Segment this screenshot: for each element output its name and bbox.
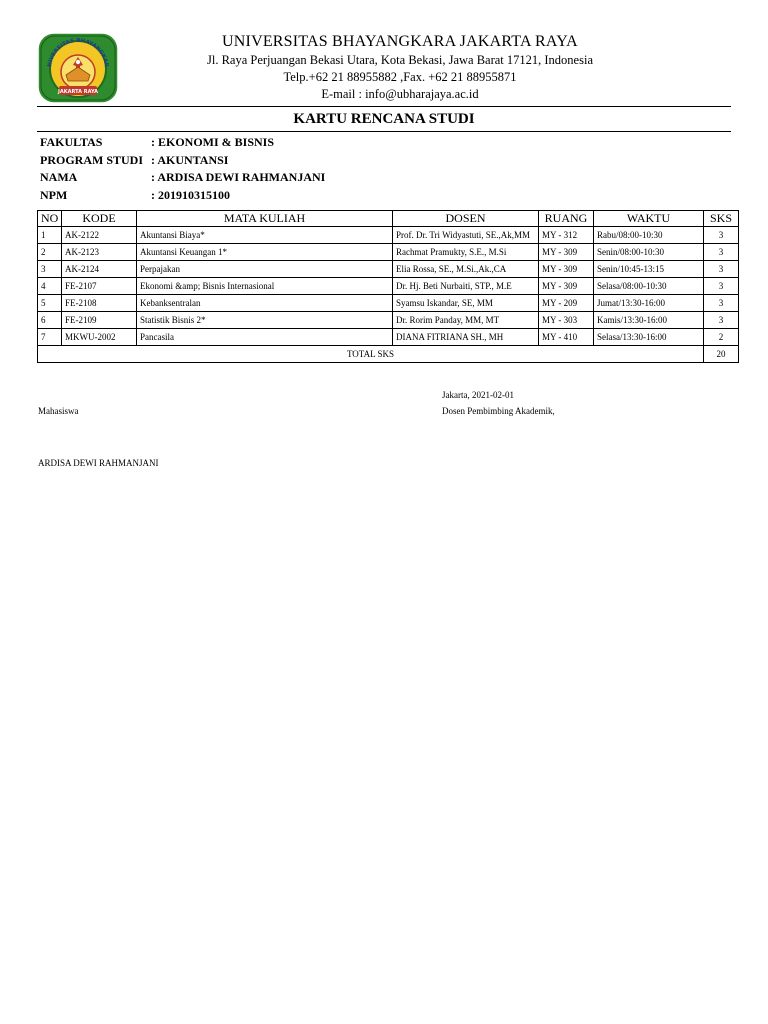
cell-mata-kuliah: Ekonomi &amp; Bisnis Internasional <box>137 278 393 295</box>
cell-mata-kuliah: Pancasila <box>137 329 393 346</box>
cell-ruang: MY - 209 <box>539 295 594 312</box>
cell-kode: AK-2123 <box>62 244 137 261</box>
cell-waktu: Selasa/13:30-16:00 <box>594 329 704 346</box>
cell-no: 1 <box>38 227 62 244</box>
table-row <box>38 278 739 295</box>
cell-waktu: Selasa/08:00-10:30 <box>594 278 704 295</box>
cell-kode: AK-2124 <box>62 261 137 278</box>
cell-dosen: Prof. Dr. Tri Widyastuti, SE.,Ak,MM <box>393 227 539 244</box>
student-label: Mahasiswa <box>38 406 79 416</box>
info-label: PROGRAM STUDI <box>40 153 144 167</box>
info-value: : ARDISA DEWI RAHMANJANI <box>151 170 326 184</box>
cell-waktu: Senin/10:45-13:15 <box>594 261 704 278</box>
cell-no: 5 <box>38 295 62 312</box>
cell-sks: 3 <box>704 295 739 312</box>
table-header-row <box>38 211 739 227</box>
info-value: : AKUNTANSI <box>151 153 229 167</box>
advisor-label: Dosen Pembimbing Akademik, <box>442 406 555 416</box>
cell-mata-kuliah: Kebanksentralan <box>137 295 393 312</box>
cell-kode: MKWU-2002 <box>62 329 137 346</box>
cell-no: 6 <box>38 312 62 329</box>
cell-no: 3 <box>38 261 62 278</box>
cell-ruang: MY - 309 <box>539 278 594 295</box>
cell-sks: 3 <box>704 261 739 278</box>
cell-ruang: MY - 312 <box>539 227 594 244</box>
total-sks-value: 20 <box>704 346 739 363</box>
column-header-waktu: WAKTU <box>594 211 704 227</box>
table-row <box>38 295 739 312</box>
cell-kode: FE-2107 <box>62 278 137 295</box>
cell-ruang: MY - 303 <box>539 312 594 329</box>
table-row <box>38 261 739 278</box>
cell-mata-kuliah: Akuntansi Keuangan 1* <box>137 244 393 261</box>
cell-sks: 3 <box>704 312 739 329</box>
info-label: FAKULTAS <box>40 135 103 149</box>
table-row <box>38 329 739 346</box>
column-header-no: NO <box>38 211 62 227</box>
info-label: NPM <box>40 188 68 202</box>
total-sks-label: TOTAL SKS <box>38 346 704 363</box>
cell-ruang: MY - 309 <box>539 244 594 261</box>
cell-dosen: Dr. Rorim Panday, MM, MT <box>393 312 539 329</box>
table-row <box>38 312 739 329</box>
cell-sks: 3 <box>704 227 739 244</box>
cell-mata-kuliah: Akuntansi Biaya* <box>137 227 393 244</box>
cell-kode: FE-2109 <box>62 312 137 329</box>
course-table <box>37 210 739 363</box>
university-email: E-mail : info@ubharajaya.ac.id <box>321 87 479 101</box>
student-signature-name: ARDISA DEWI RAHMANJANI <box>38 458 159 468</box>
cell-ruang: MY - 410 <box>539 329 594 346</box>
header-rule-bottom <box>37 131 731 132</box>
cell-waktu: Kamis/13:30-16:00 <box>594 312 704 329</box>
cell-dosen: Elia Rossa, SE., M.Si.,Ak.,CA <box>393 261 539 278</box>
cell-no: 7 <box>38 329 62 346</box>
cell-mata-kuliah: Statistik Bisnis 2* <box>137 312 393 329</box>
column-header-ruang: RUANG <box>539 211 594 227</box>
cell-waktu: Rabu/08:00-10:30 <box>594 227 704 244</box>
info-value: : EKONOMI & BISNIS <box>151 135 275 149</box>
cell-sks: 3 <box>704 244 739 261</box>
document-title: KARTU RENCANA STUDI <box>293 111 475 127</box>
column-header-sks: SKS <box>704 211 739 227</box>
cell-dosen: Syamsu Iskandar, SE, MM <box>393 295 539 312</box>
logo-banner-text: JAKARTA RAYA <box>58 88 98 95</box>
cell-waktu: Jumat/13:30-16:00 <box>594 295 704 312</box>
signature-date: Jakarta, 2021-02-01 <box>442 390 514 400</box>
cell-kode: FE-2108 <box>62 295 137 312</box>
header-rule-top <box>37 106 731 107</box>
cell-dosen: DIANA FITRIANA SH., MH <box>393 329 539 346</box>
table-row <box>38 227 739 244</box>
cell-kode: AK-2122 <box>62 227 137 244</box>
cell-no: 2 <box>38 244 62 261</box>
cell-no: 4 <box>38 278 62 295</box>
cell-dosen: Dr. Hj. Beti Nurbaiti, STP., M.E <box>393 278 539 295</box>
university-name: UNIVERSITAS BHAYANGKARA JAKARTA RAYA <box>222 33 578 50</box>
cell-sks: 2 <box>704 329 739 346</box>
university-address: Jl. Raya Perjuangan Bekasi Utara, Kota Bekasi, Jawa Barat 17121, Indonesia <box>206 53 593 67</box>
info-value: : 201910315100 <box>151 188 230 202</box>
cell-dosen: Rachmat Pramukty, S.E., M.Si <box>393 244 539 261</box>
cell-ruang: MY - 309 <box>539 261 594 278</box>
university-logo <box>36 31 120 105</box>
cell-mata-kuliah: Perpajakan <box>137 261 393 278</box>
logo-arc-text: NIVERSITAS BHAYANGKAR <box>47 37 109 68</box>
university-phone: Telp.+62 21 88955882 ,Fax. +62 21 88955871 <box>283 70 517 84</box>
total-row <box>38 346 739 363</box>
info-label: NAMA <box>40 170 78 184</box>
column-header-kode: KODE <box>62 211 137 227</box>
column-header-dosen: DOSEN <box>393 211 539 227</box>
cell-sks: 3 <box>704 278 739 295</box>
column-header-mata-kuliah: MATA KULIAH <box>137 211 393 227</box>
cell-waktu: Senin/08:00-10:30 <box>594 244 704 261</box>
table-row <box>38 244 739 261</box>
